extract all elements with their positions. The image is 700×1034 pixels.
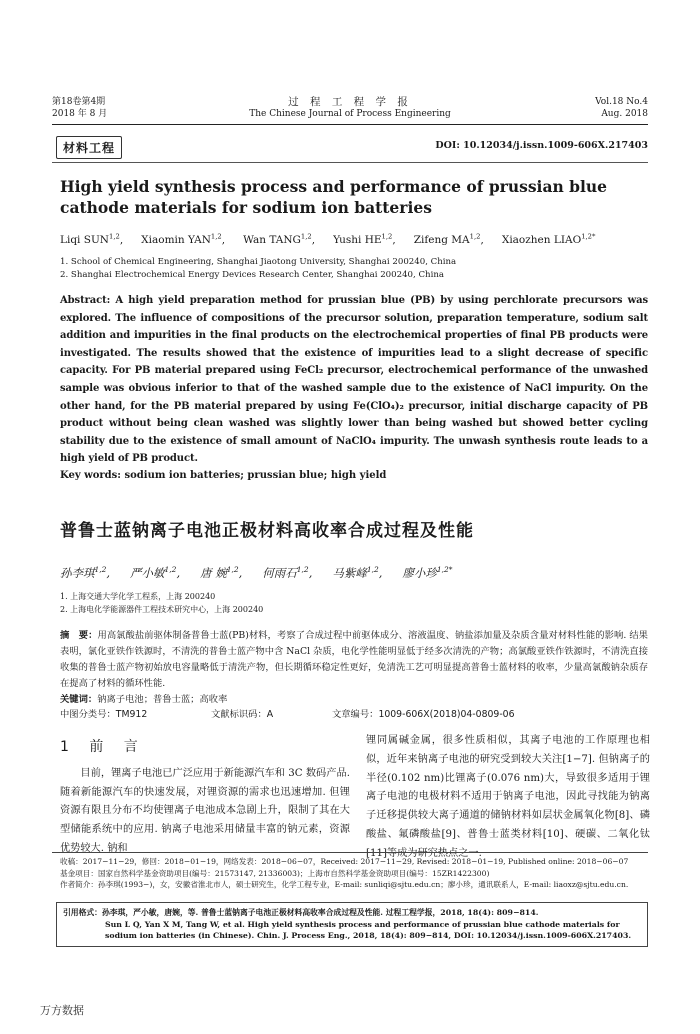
article-no-value: 1009-606X(2018)04-0809-06 <box>378 709 515 720</box>
keywords-cn-label: 关键词： <box>60 694 98 705</box>
author-cn-name: 唐 婉 <box>200 566 227 580</box>
author-en-affil-mark: 1,2 <box>108 232 120 241</box>
author-cn-affil-mark: 1,2 <box>366 565 379 575</box>
affiliations-en <box>60 256 650 282</box>
header-rule <box>52 124 648 125</box>
article-number <box>332 706 515 720</box>
author-en-affil-mark: 1,2 <box>469 232 481 241</box>
author-en-affil-mark: 1,2* <box>581 232 596 241</box>
body-column-right <box>366 732 650 864</box>
author-cn-1: 孙李琪$^{1,2}$, <box>60 565 111 580</box>
abstract-en <box>60 292 648 468</box>
footnote-fund: 基金项目：国家自然科学基金资助项目(编号：21573147, 21336003)；上海市自然科学基金资助项目(编号：15ZR1422300) <box>60 868 490 878</box>
author-en-name: Yushi HE <box>333 234 382 246</box>
abstract-en-text: A high yield preparation method for prussian blue (PB) by using perchlorate precursors was explored. The influence of compositions of the precursor solution, preparation temperature, sodium salt addition and impurities in the final products on the electrochemical properties of final PB products were investigated. The results showed that the existence of impurities lead to a slight decrease of specific capacity. For PB material prepared using FeCl₂ precursor, electrochemical performance of the unwashed sample was obvious inferior to that of the washed sample due to the existence of NaCl impurity. On the other hand, for the PB material prepared by using Fe(ClO₄)₂ precursor, initial discharge capacity of PB product without being clean washed was slightly lower than being washed but showed better cycling stability due to the existence of small amount of NaClO₄ impurity. The unwash synthesis route leads to a high yield of PB product. <box>60 295 648 465</box>
author-cn-name: 孙李琪 <box>60 566 95 580</box>
citation-en: Sun L Q, Yan X M, Tang W, et al. High yield synthesis process and performance of prussian blue cathode materials for sodium ion batteries (in Chinese). Chin. J. Process Eng., 2018, 18(4): 809−814, DOI: 10.12034/j.issn.1009-606X.217403. <box>105 919 632 940</box>
affiliations-cn <box>60 590 648 616</box>
author-cn-affil-mark: 1,2 <box>164 565 177 575</box>
keywords-en-label: Key words: <box>60 470 121 481</box>
author-en-2: Xiaomin YAN$^{1,2}$, <box>141 232 226 246</box>
keywords-en <box>60 470 648 481</box>
body-column-left <box>60 732 350 859</box>
author-en-3: Wan TANG$^{1,2}$, <box>243 232 316 246</box>
clc-value: TM912 <box>115 709 148 720</box>
author-cn-name: 何雨石 <box>262 566 297 580</box>
author-en-name: Wan TANG <box>243 234 301 246</box>
citation-box <box>56 902 648 947</box>
keywords-en-text: sodium ion batteries; prussian blue; high yield <box>124 470 387 481</box>
doc-code-label: 文献标识码： <box>210 709 267 720</box>
footnote-author: 作者简介：孙李琪(1993−)，女，安徽省淮北市人，硕士研究生，化学工程专业，E-mail: sunliqi@sjtu.edu.cn；廖小珍，通讯联系人，E-mail: liaoxz@sjtu.edu.cn. <box>60 880 629 889</box>
author-cn-2: 严小敏$^{1,2}$, <box>130 565 181 580</box>
author-cn-affil-mark: 1,2 <box>94 565 107 575</box>
running-header <box>52 96 648 126</box>
clc-number <box>60 706 208 720</box>
section-heading: 1 前 言 <box>60 739 146 755</box>
abstract-cn-label: 摘 要： <box>60 630 98 641</box>
vol-issue-cn: 第18卷第4期 <box>52 97 106 107</box>
document-code <box>211 706 329 720</box>
title-cn: 普鲁士蓝钠离子电池正极材料高收率合成过程及性能 <box>60 521 474 541</box>
authors-cn <box>60 565 648 581</box>
author-en-affil-mark: 1,2 <box>210 232 222 241</box>
affiliation-en-1: 1. School of Chemical Engineering, Shanghai Jiaotong University, Shanghai 200240, China <box>60 257 457 267</box>
doc-code-value: A <box>266 709 274 720</box>
author-cn-3: 唐 婉$^{1,2}$, <box>200 565 243 580</box>
author-en-name: Xiaomin YAN <box>141 234 211 246</box>
author-en-name: Xiaozhen LIAO <box>501 234 582 246</box>
date-cn: 2018 年 8 月 <box>52 109 108 119</box>
title-en: High yield synthesis process and performance of prussian blue cathode materials for sodium ion batteries <box>60 177 608 217</box>
journal-name-en: The Chinese Journal of Process Engineering <box>249 109 451 119</box>
author-cn-affil-mark: 1,2* <box>436 565 453 575</box>
citation-line-cn: 孙李琪，严小敏，唐婉，等. 普鲁士蓝钠离子电池正极材料高收率合成过程及性能. 过程工程学报，2018, 18(4): 809−814. <box>101 908 539 917</box>
author-en-name: Liqi SUN <box>60 234 109 246</box>
footnote-received: 收稿：2017−11−29，修回：2018−01−19，网络发表：2018−06−07，Received: 2017−11−29, Revised: 2018−01−19, Published online: 2018−06−07 <box>60 857 629 866</box>
author-cn-5: 马紫峰$^{1,2}$, <box>332 565 383 580</box>
watermark: 万方数据 <box>40 1004 84 1017</box>
journal-name-cn: 过 程 工 程 学 报 <box>288 96 412 108</box>
footnote-rule <box>52 852 648 853</box>
affiliation-en-2: 2. Shanghai Electrochemical Energy Devices Research Center, Shanghai 200240, China <box>60 270 444 280</box>
author-en-4: Yushi HE$^{1,2}$, <box>333 232 396 246</box>
author-en-affil-mark: 1,2 <box>381 232 393 241</box>
author-en-1: Liqi SUN$^{1,2}$, <box>60 232 124 246</box>
body-paragraph-right: 锂同属碱金属，很多性质相似，其离子电池的工作原理也相似，近年来钠离子电池的研究受到较大关注[1−7]. 但钠离子的半径(0.102 nm)比锂离子(0.076 nm)大，导致很多适用于锂离子电池的电极材料不适用于钠离子电池，因此寻找能为钠离子迁移提供较大离子通道的储钠材料如层状金属氧化物[8]、磷酸盐、氟磷酸盐[9]、普鲁士蓝类材料[10]、硬碳、二氧化钛[11]等成为研究热点之一. <box>366 735 650 859</box>
classification-row <box>60 706 515 720</box>
author-cn-4: 何雨石$^{1,2}$, <box>262 565 313 580</box>
footnotes <box>60 856 648 891</box>
affiliation-cn-1: 1. 上海交通大学化学工程系，上海 200240 <box>60 592 216 601</box>
author-en-name: Zifeng MA <box>413 234 470 246</box>
article-no-label: 文章编号： <box>331 709 379 720</box>
header-right <box>595 96 648 120</box>
author-cn-name: 廖小珍 <box>402 566 437 580</box>
author-cn-6 <box>402 566 452 580</box>
abstract-cn <box>60 628 648 692</box>
abstract-en-label: Abstract: <box>60 295 111 306</box>
date-en: Aug. 2018 <box>601 109 648 119</box>
authors-en <box>60 234 650 246</box>
body-paragraph-left: 目前，锂离子电池已广泛应用于新能源汽车和 3C 数码产品. 随着新能源汽车的快速发展，对锂资源的需求也迅速增加. 但锂资源有限且分布不均使锂离子电池成本急剧上升，限制了其在大型储能系统中的应用. 钠离子电池采用储量丰富的钠元素，资源优势较大. 钠和 <box>60 767 350 854</box>
section-tag: 材料工程 <box>56 136 122 159</box>
author-cn-name: 马紫峰 <box>332 566 367 580</box>
author-en-6 <box>502 234 596 246</box>
vol-issue-en: Vol.18 No.4 <box>595 97 648 107</box>
doi: DOI: 10.12034/j.issn.1009-606X.217403 <box>435 140 648 151</box>
abstract-cn-text: 用高氯酸盐前驱体制备普鲁士蓝(PB)材料，考察了合成过程中前驱体成分、溶液温度、钠盐添加量及杂质含量对材料性能的影响. 结果表明，氯化亚铁作铁源时，不清洗的普鲁士蓝产物中含 NaCl 杂质，电化学性能明显低于经多次清洗的产物；高氯酸亚铁作铁源时，不清洗直接收集的普鲁士蓝产物初始放电容量略低于清洗产物，但长期循环稳定性更好，免清洗工艺可明显提高普鲁士蓝材料的收率，少量高氯酸钠杂质存在提高了材料的循环性能. <box>60 630 648 689</box>
author-cn-affil-mark: 1,2 <box>226 565 239 575</box>
author-cn-affil-mark: 1,2 <box>296 565 309 575</box>
header-center <box>52 96 648 120</box>
author-en-5: Zifeng MA$^{1,2}$, <box>413 232 484 246</box>
section-rule <box>52 162 648 163</box>
clc-label: 中图分类号： <box>60 709 116 720</box>
author-en-affil-mark: 1,2 <box>300 232 312 241</box>
keywords-cn-text: 钠离子电池；普鲁士蓝；高收率 <box>97 694 228 705</box>
citation-cn <box>63 907 641 919</box>
author-cn-name: 严小敏 <box>130 566 165 580</box>
affiliation-cn-2: 2. 上海电化学能源器件工程技术研究中心，上海 200240 <box>60 605 264 614</box>
keywords-cn <box>60 693 648 707</box>
citation-label: 引用格式： <box>63 908 102 917</box>
